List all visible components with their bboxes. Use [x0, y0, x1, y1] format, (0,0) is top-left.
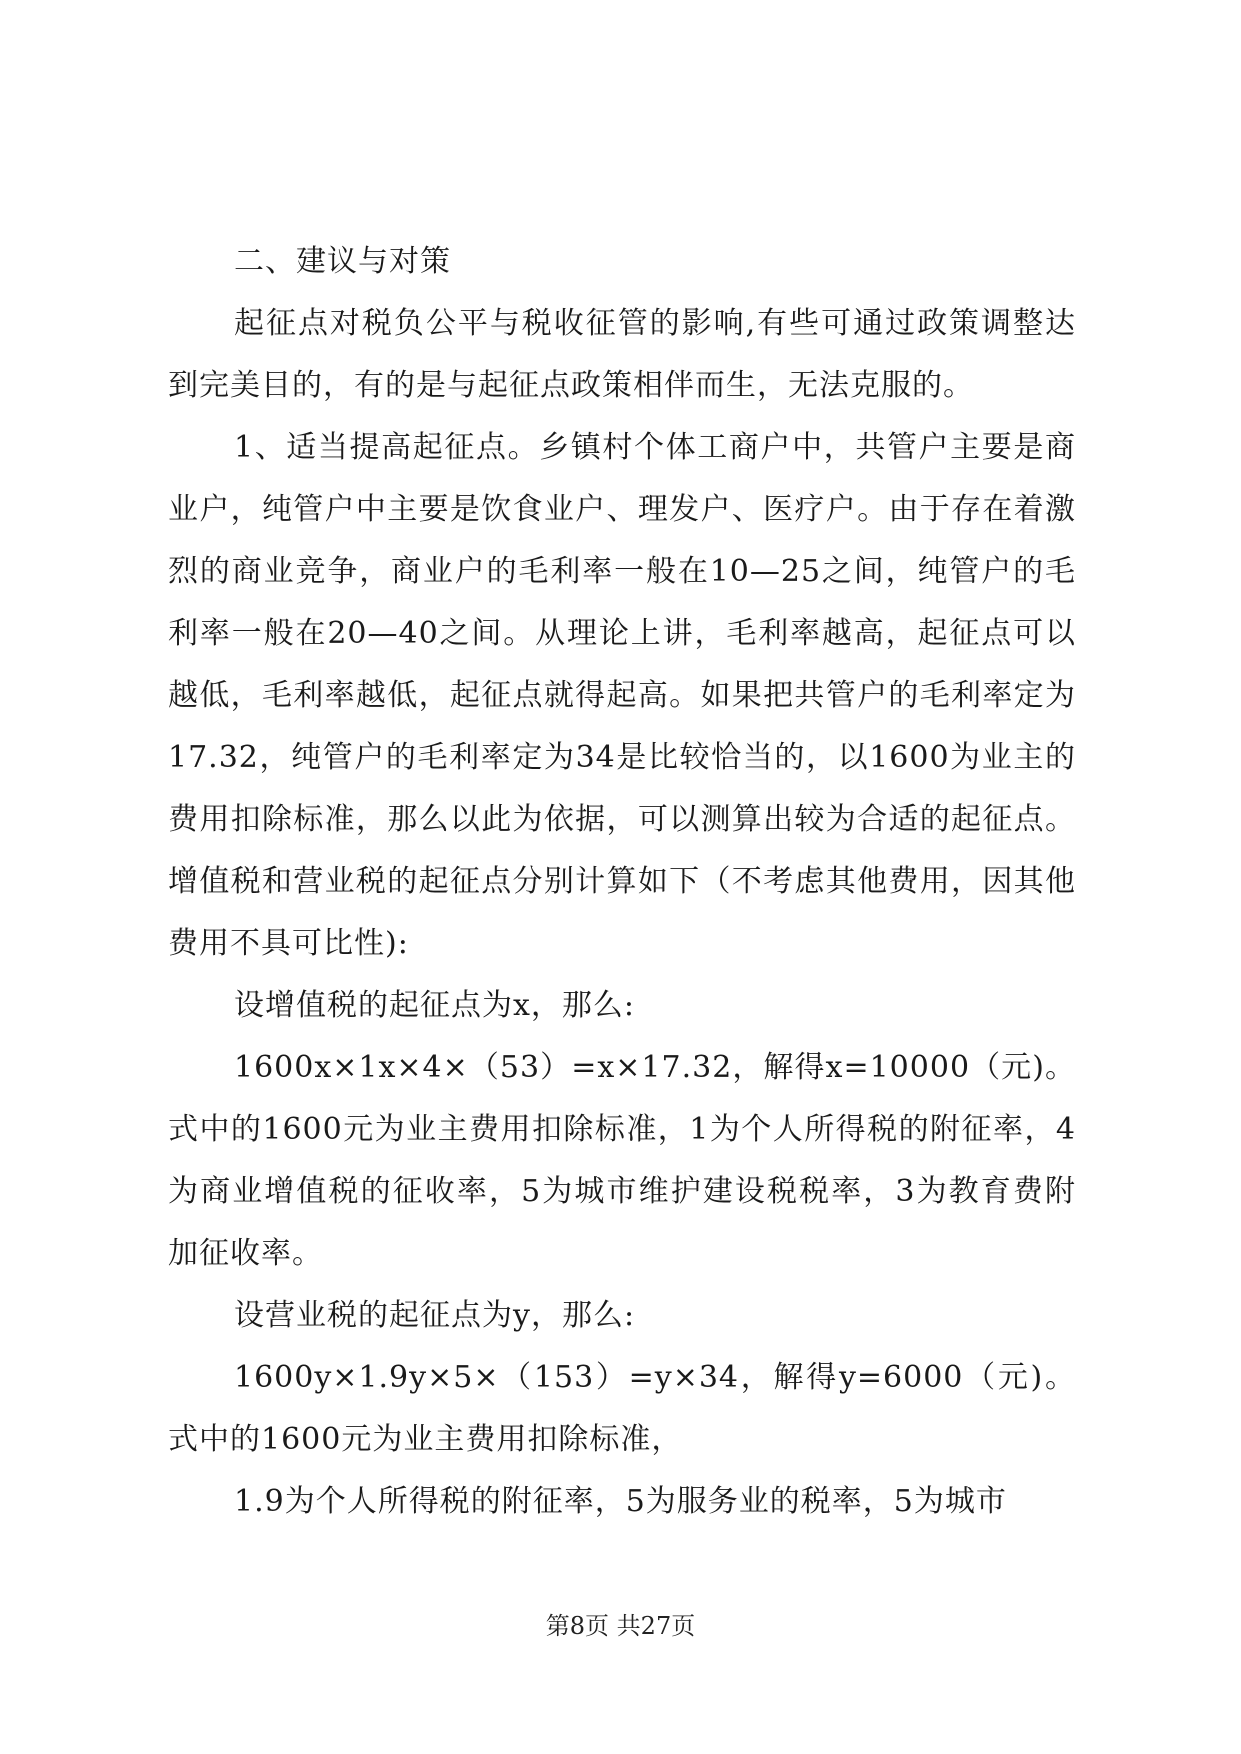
section-heading: 二、建议与对策 [234, 244, 451, 279]
paragraph: 1600y×1.9y×5×（153）=y×34，解得y=6000（元)。式中的1600元为业主费用扣除标准， [168, 1360, 1076, 1457]
paragraph: 1600x×1x×4×（53）=x×17.32，解得x=10000（元)。式中的1600元为业主费用扣除标准，1为个人所得税的附征率，4为商业增值税的征收率，5为城市维护建设税税率，3为教育费附加征收率。 [168, 1050, 1076, 1271]
paragraph: 设营业税的起征点为y，那么: [234, 1298, 636, 1333]
document-body [168, 231, 1076, 1533]
page-number-footer: 第8页 共27页 [545, 1612, 696, 1640]
paragraph: 起征点对税负公平与税收征管的影响,有些可通过政策调整达到完美目的，有的是与起征点政策相伴而生，无法克服的。 [168, 306, 1076, 403]
paragraph: 设增值税的起征点为x，那么: [234, 988, 636, 1023]
paragraph: 1、适当提高起征点。乡镇村个体工商户中，共管户主要是商业户，纯管户中主要是饮食业户、理发户、医疗户。由于存在着激烈的商业竞争，商业户的毛利率一般在10—25之间，纯管户的毛利率一般在20—40之间。从理论上讲，毛利率越高，起征点可以越低，毛利率越低，起征点就得起高。如果把共管户的毛利率定为17.32，纯管户的毛利率定为34是比较恰当的，以1600为业主的费用扣除标准，那么以此为依据，可以测算出较为合适的起征点。增值税和营业税的起征点分别计算如下（不考虑其他费用，因其他费用不具可比性): [168, 430, 1076, 961]
paragraph: 1.9为个人所得税的附征率，5为服务业的税率，5为城市 [234, 1484, 1007, 1519]
